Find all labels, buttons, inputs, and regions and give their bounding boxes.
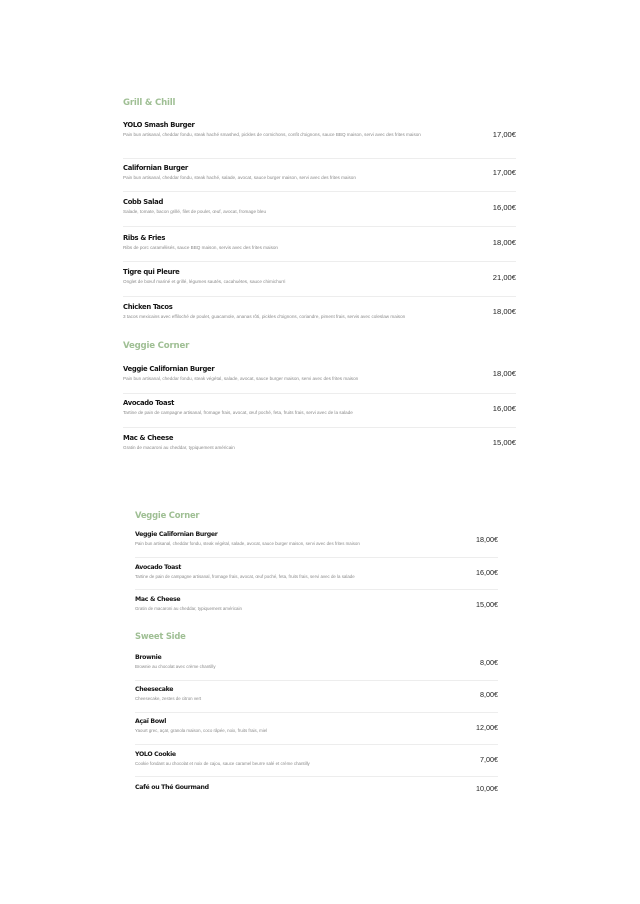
item-price: 10,00€	[476, 784, 498, 793]
item-description: Gratin de macaroni au cheddar, typiquement américain	[123, 445, 235, 450]
item-description: Pain bun artisanal, cheddar fondu, steak végétal, salade, avocat, sauce burger maison, servi avec des frites maison	[135, 541, 360, 546]
item-price: 8,00€	[480, 690, 498, 699]
menu-item	[123, 268, 516, 297]
item-price: 16,00€	[492, 203, 516, 212]
menu-item	[135, 751, 498, 777]
menu-item	[123, 303, 516, 333]
item-price: 16,00€	[492, 404, 516, 413]
item-name: Chicken Tacos	[123, 303, 173, 311]
item-price: 7,00€	[480, 755, 498, 764]
menu-item	[123, 434, 516, 462]
menu-item	[135, 784, 498, 798]
menu-item	[135, 654, 498, 681]
item-name: Brownie	[135, 654, 162, 661]
menu-item	[135, 531, 498, 558]
item-name: Açaï Bowl	[135, 718, 167, 725]
item-description: 3 tacos mexicains avec effiloché de poulet, guacamole, ananas rôti, pickles d'oignons, coriandre, piment frais, servis avec coleslaw maison	[123, 314, 406, 319]
section-title-sweet-side: Sweet Side	[135, 631, 186, 641]
menu-item	[123, 234, 516, 262]
item-price: 21,00€	[492, 273, 516, 282]
item-description: Cookie fondant au chocolat et noix de cajou, sauce caramel beurre salé et crème chantilly	[135, 761, 310, 766]
section-title-veggie-corner: Veggie Corner	[123, 341, 190, 351]
item-name: Cheesecake	[135, 686, 174, 693]
item-name: Mac & Cheese	[123, 434, 174, 442]
item-price: 15,00€	[476, 600, 498, 609]
item-name: Veggie Californian Burger	[123, 365, 215, 373]
menu-item	[135, 718, 498, 745]
item-price: 15,00€	[492, 438, 516, 447]
item-description: Pain bun artisanal, cheddar fondu, steak haché, salade, avocat, sauce burger maison, servi avec des frites maison	[123, 175, 356, 180]
item-description: Tartine de pain de campagne artisanal, fromage frais, avocat, œuf poché, feta, fruits frais, servi avec de la salade	[123, 410, 353, 415]
menu-item	[123, 399, 516, 428]
item-name: Mac & Cheese	[135, 596, 181, 603]
item-description: Yaourt grec, açaï, granola maison, coco râpée, noix, fruits frais, miel	[135, 728, 268, 733]
menu-item	[123, 121, 516, 159]
item-price: 16,00€	[476, 568, 498, 577]
item-price: 18,00€	[492, 307, 516, 316]
menu-item	[135, 686, 498, 713]
item-name: YOLO Smash Burger	[123, 121, 195, 129]
item-price: 12,00€	[476, 723, 498, 732]
section-title-grill-chill: Grill & Chill	[123, 98, 176, 108]
item-name: Californian Burger	[123, 164, 188, 172]
item-description: Ribs de porc caramélisés, sauce BBQ maison, servis avec des frites maison	[123, 245, 278, 250]
item-name: Veggie Californian Burger	[135, 531, 218, 538]
item-description: Onglet de bœuf mariné et grillé, légumes sautés, cacahuètes, sauce chimichurri	[123, 279, 286, 284]
item-price: 17,00€	[492, 130, 516, 139]
item-description: Pain bun artisanal, cheddar fondu, steak haché smashed, pickles de cornichons, confit d'oignons, sauce BBQ maison, servi avec des frites maison	[123, 132, 421, 137]
item-name: YOLO Cookie	[135, 751, 176, 758]
item-name: Café ou Thé Gourmand	[135, 784, 209, 791]
item-description: Pain bun artisanal, cheddar fondu, steak végétal, salade, avocat, sauce burger maison, servi avec des frites maison	[123, 376, 359, 381]
section-title-veggie-corner: Veggie Corner	[135, 510, 200, 520]
item-name: Avocado Toast	[123, 399, 175, 407]
item-name: Cobb Salad	[123, 198, 164, 206]
item-name: Avocado Toast	[135, 564, 182, 571]
item-description: Gratin de macaroni au cheddar, typiquement américain	[135, 606, 242, 611]
item-description: Cheesecake, zestes de citron vert	[135, 696, 202, 701]
item-price: 17,00€	[492, 168, 516, 177]
item-description: Brownie au chocolat avec crème chantilly	[135, 664, 216, 669]
item-description: Salade, tomate, bacon grillé, filet de poulet, œuf, avocat, fromage bleu	[123, 209, 266, 214]
menu-item	[123, 198, 516, 227]
menu-item	[135, 596, 498, 622]
menu-item	[123, 164, 516, 192]
item-description: Tartine de pain de campagne artisanal, fromage frais, avocat, œuf poché, feta, fruits frais, servi avec de la salade	[135, 574, 355, 579]
item-price: 18,00€	[492, 238, 516, 247]
menu-item	[123, 365, 516, 394]
item-price: 18,00€	[492, 369, 516, 378]
item-price: 8,00€	[480, 658, 498, 667]
item-name: Ribs & Fries	[123, 234, 166, 242]
item-price: 18,00€	[476, 535, 498, 544]
item-name: Tigre qui Pleure	[123, 268, 180, 276]
menu-item	[135, 564, 498, 590]
